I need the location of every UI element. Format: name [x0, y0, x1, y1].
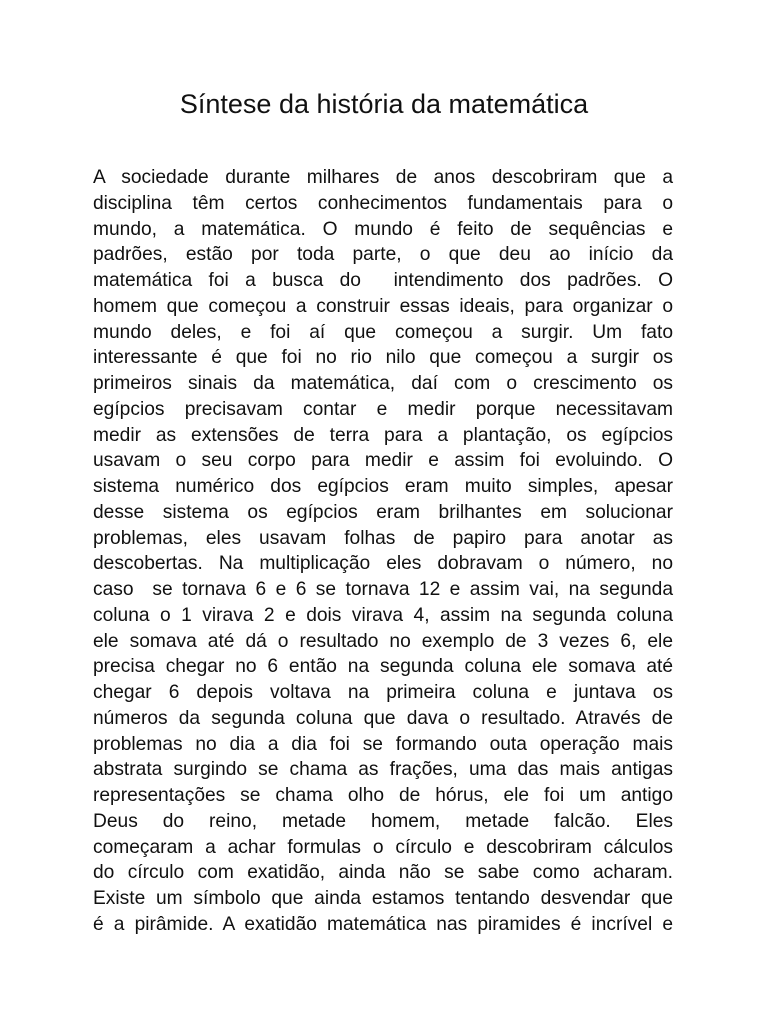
text-line: coluna o 1 virava 2 e dois virava 4, assim na segunda coluna — [93, 604, 673, 626]
text-line: Existe um símbolo que ainda estamos tentando desvendar que — [93, 888, 673, 909]
text-line: caso se tornava 6 e 6 se tornava 12 e assim vai, na segunda — [93, 579, 673, 600]
text-line: abstrata surgindo se chama as frações, uma das mais antigas — [93, 759, 673, 781]
text-line: mundo deles, e foi aí que começou a surgir. Um fato — [93, 321, 673, 343]
text-line: medir as extensões de terra para a plantação, os egípcios — [93, 424, 673, 446]
text-line: primeiros sinais da matemática, daí com o crescimento os — [93, 373, 673, 394]
text-line: interessante é que foi no rio nilo que começou a surgir os — [93, 347, 673, 369]
text-line: chegar 6 depois voltava na primeira coluna e juntava os — [93, 682, 673, 703]
text-line: egípcios precisavam contar e medir porque necessitavam — [93, 398, 673, 420]
text-line: disciplina têm certos conhecimentos fundamentais para o — [93, 192, 673, 214]
body-paragraph — [93, 165, 673, 938]
text-line: números da segunda coluna que dava o resultado. Através de — [93, 707, 673, 729]
text-line: problemas, eles usavam folhas de papiro para anotar as — [93, 527, 673, 549]
text-line: usavam o seu corpo para medir e assim foi evoluindo. O — [93, 450, 673, 472]
text-line: padrões, estão por toda parte, o que deu ao início da — [93, 244, 673, 266]
text-line: descobertas. Na multiplicação eles dobravam o número, no — [93, 553, 673, 575]
text-line: A sociedade durante milhares de anos descobriram que a — [93, 167, 673, 188]
text-line: do círculo com exatidão, ainda não se sabe como acharam. — [93, 862, 673, 884]
page-title: Síntese da história da matemática — [179, 89, 589, 119]
text-line: representações se chama olho de hórus, ele foi um antigo — [93, 785, 673, 806]
text-line: é a pirâmide. A exatidão matemática nas piramides é incrível e — [93, 913, 673, 935]
text-line: sistema numérico dos egípcios eram muito simples, apesar — [93, 476, 673, 497]
text-line: problemas no dia a dia foi se formando outa operação mais — [93, 733, 673, 755]
text-line: homem que começou a construir essas ideais, para organizar o — [93, 295, 673, 317]
text-line: ele somava até dá o resultado no exemplo de 3 vezes 6, ele — [93, 630, 673, 652]
text-line: desse sistema os egípcios eram brilhantes em solucionar — [93, 501, 673, 523]
text-line: mundo, a matemática. O mundo é feito de sequências e — [93, 218, 673, 240]
text-line: matemática foi a busca do intendimento dos padrões. O — [93, 270, 673, 291]
text-line: Deus do reino, metade homem, metade falcão. Eles — [93, 810, 673, 832]
text-line: começaram a achar formulas o círculo e descobriram cálculos — [93, 836, 673, 858]
text-line: precisa chegar no 6 então na segunda coluna ele somava até — [93, 656, 673, 678]
